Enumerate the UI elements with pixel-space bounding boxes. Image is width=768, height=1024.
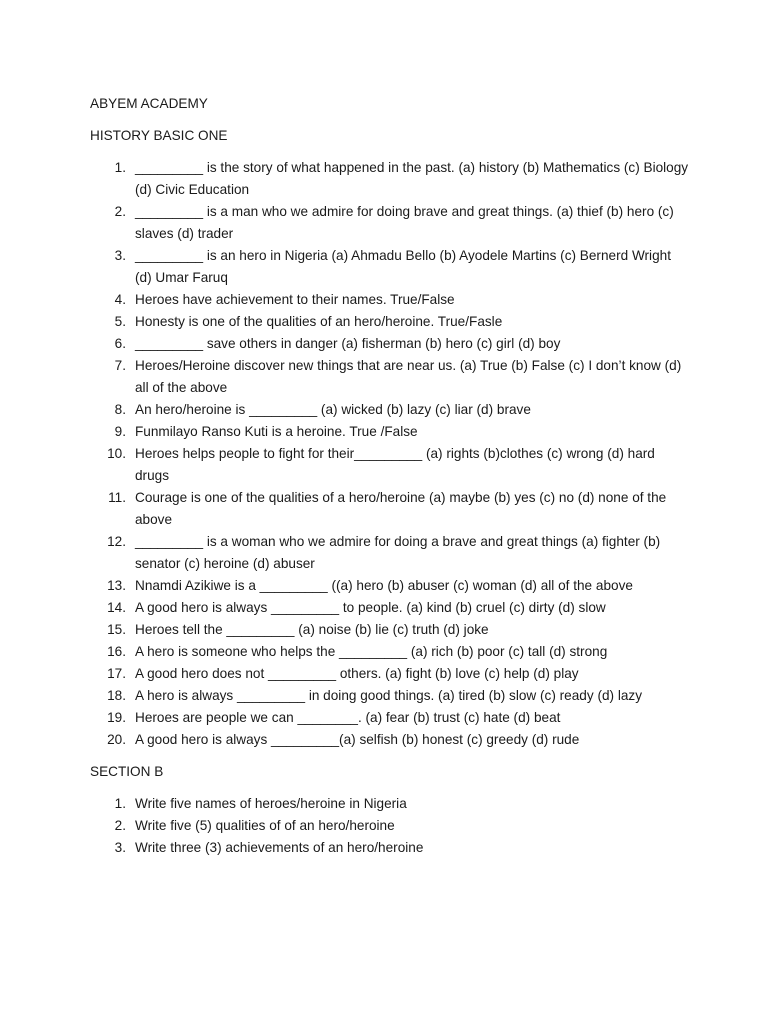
question-number: 1.: [114, 160, 126, 175]
question-item: [90, 597, 690, 619]
question-item: [90, 289, 690, 311]
question-number: 7.: [114, 358, 126, 373]
subject-title: HISTORY BASIC ONE: [90, 128, 228, 143]
question-text: An hero/heroine is _________ (a) wicked (b) lazy (c) liar (d) brave: [135, 402, 531, 417]
question-text: Heroes helps people to fight for their_________ (a) rights (b)clothes (c) wrong (d) hard drugs: [135, 446, 655, 483]
question-item: [90, 355, 690, 399]
section-a-question-list: [90, 157, 690, 751]
question-number: 14.: [107, 600, 126, 615]
question-text: _________ is a man who we admire for doing brave and great things. (a) thief (b) hero (c) slaves (d) trader: [135, 204, 674, 241]
question-text: _________ is a woman who we admire for doing a brave and great things (a) fighter (b) senator (c) heroine (d) abuser: [135, 534, 661, 571]
question-item: [90, 663, 690, 685]
question-text: A hero is someone who helps the _________ (a) rich (b) poor (c) tall (d) strong: [135, 644, 608, 659]
question-number: 9.: [114, 424, 126, 439]
question-item: [90, 487, 690, 531]
question-number: 12.: [107, 534, 126, 549]
school-name: ABYEM ACADEMY: [90, 96, 208, 111]
question-item: [90, 443, 690, 487]
question-item: [90, 641, 690, 663]
question-text: Write three (3) achievements of an hero/heroine: [135, 840, 424, 855]
exam-document: [90, 93, 690, 859]
question-item: [90, 157, 690, 201]
question-number: 16.: [107, 644, 126, 659]
question-number: 20.: [107, 732, 126, 747]
question-item: [90, 837, 690, 859]
question-text: _________ save others in danger (a) fisherman (b) hero (c) girl (d) boy: [135, 336, 561, 351]
question-number: 10.: [107, 446, 126, 461]
section-b-title: SECTION B: [90, 764, 164, 779]
question-number: 13.: [107, 578, 126, 593]
question-item: [90, 421, 690, 443]
question-text: A good hero is always _________(a) selfish (b) honest (c) greedy (d) rude: [135, 732, 580, 747]
question-text: Heroes have achievement to their names. True/False: [135, 292, 455, 307]
question-number: 11.: [108, 490, 126, 505]
question-item: [90, 815, 690, 837]
question-number: 8.: [114, 402, 126, 417]
question-number: 15.: [107, 622, 126, 637]
question-text: Nnamdi Azikiwe is a _________ ((a) hero (b) abuser (c) woman (d) all of the above: [135, 578, 633, 593]
question-number: 5.: [114, 314, 126, 329]
question-text: A good hero is always _________ to people. (a) kind (b) cruel (c) dirty (d) slow: [135, 600, 606, 615]
question-item: [90, 619, 690, 641]
question-item: [90, 201, 690, 245]
question-item: [90, 729, 690, 751]
question-number: 3.: [114, 248, 126, 263]
question-number: 3.: [114, 840, 126, 855]
question-text: A hero is always _________ in doing good things. (a) tired (b) slow (c) ready (d) lazy: [135, 688, 643, 703]
question-item: [90, 311, 690, 333]
question-item: [90, 793, 690, 815]
question-text: _________ is the story of what happened in the past. (a) history (b) Mathematics (c) Biology (d) Civic Education: [135, 160, 689, 197]
question-text: Honesty is one of the qualities of an hero/heroine. True/Fasle: [135, 314, 503, 329]
question-number: 4.: [114, 292, 126, 307]
question-item: [90, 575, 690, 597]
question-item: [90, 685, 690, 707]
question-text: A good hero does not _________ others. (a) fight (b) love (c) help (d) play: [135, 666, 579, 681]
question-text: Courage is one of the qualities of a hero/heroine (a) maybe (b) yes (c) no (d) none of the above: [135, 490, 667, 527]
question-text: _________ is an hero in Nigeria (a) Ahmadu Bello (b) Ayodele Martins (c) Bernerd Wright (d) Umar Faruq: [135, 248, 671, 285]
question-text: Write five names of heroes/heroine in Nigeria: [135, 796, 407, 811]
section-b-question-list: [90, 793, 690, 859]
question-text: Write five (5) qualities of of an hero/heroine: [135, 818, 395, 833]
question-number: 18.: [107, 688, 126, 703]
question-number: 17.: [107, 666, 126, 681]
question-number: 2.: [114, 818, 126, 833]
question-text: Heroes are people we can ________. (a) fear (b) trust (c) hate (d) beat: [135, 710, 561, 725]
question-item: [90, 707, 690, 729]
question-text: Funmilayo Ranso Kuti is a heroine. True /False: [135, 424, 418, 439]
question-number: 19.: [107, 710, 126, 725]
question-number: 2.: [114, 204, 126, 219]
question-text: Heroes tell the _________ (a) noise (b) lie (c) truth (d) joke: [135, 622, 489, 637]
question-item: [90, 245, 690, 289]
question-item: [90, 333, 690, 355]
question-number: 1.: [114, 796, 126, 811]
question-item: [90, 531, 690, 575]
question-text: Heroes/Heroine discover new things that are near us. (a) True (b) False (c) I don’t know (d) all of the above: [135, 358, 682, 395]
question-item: [90, 399, 690, 421]
question-number: 6.: [114, 336, 126, 351]
